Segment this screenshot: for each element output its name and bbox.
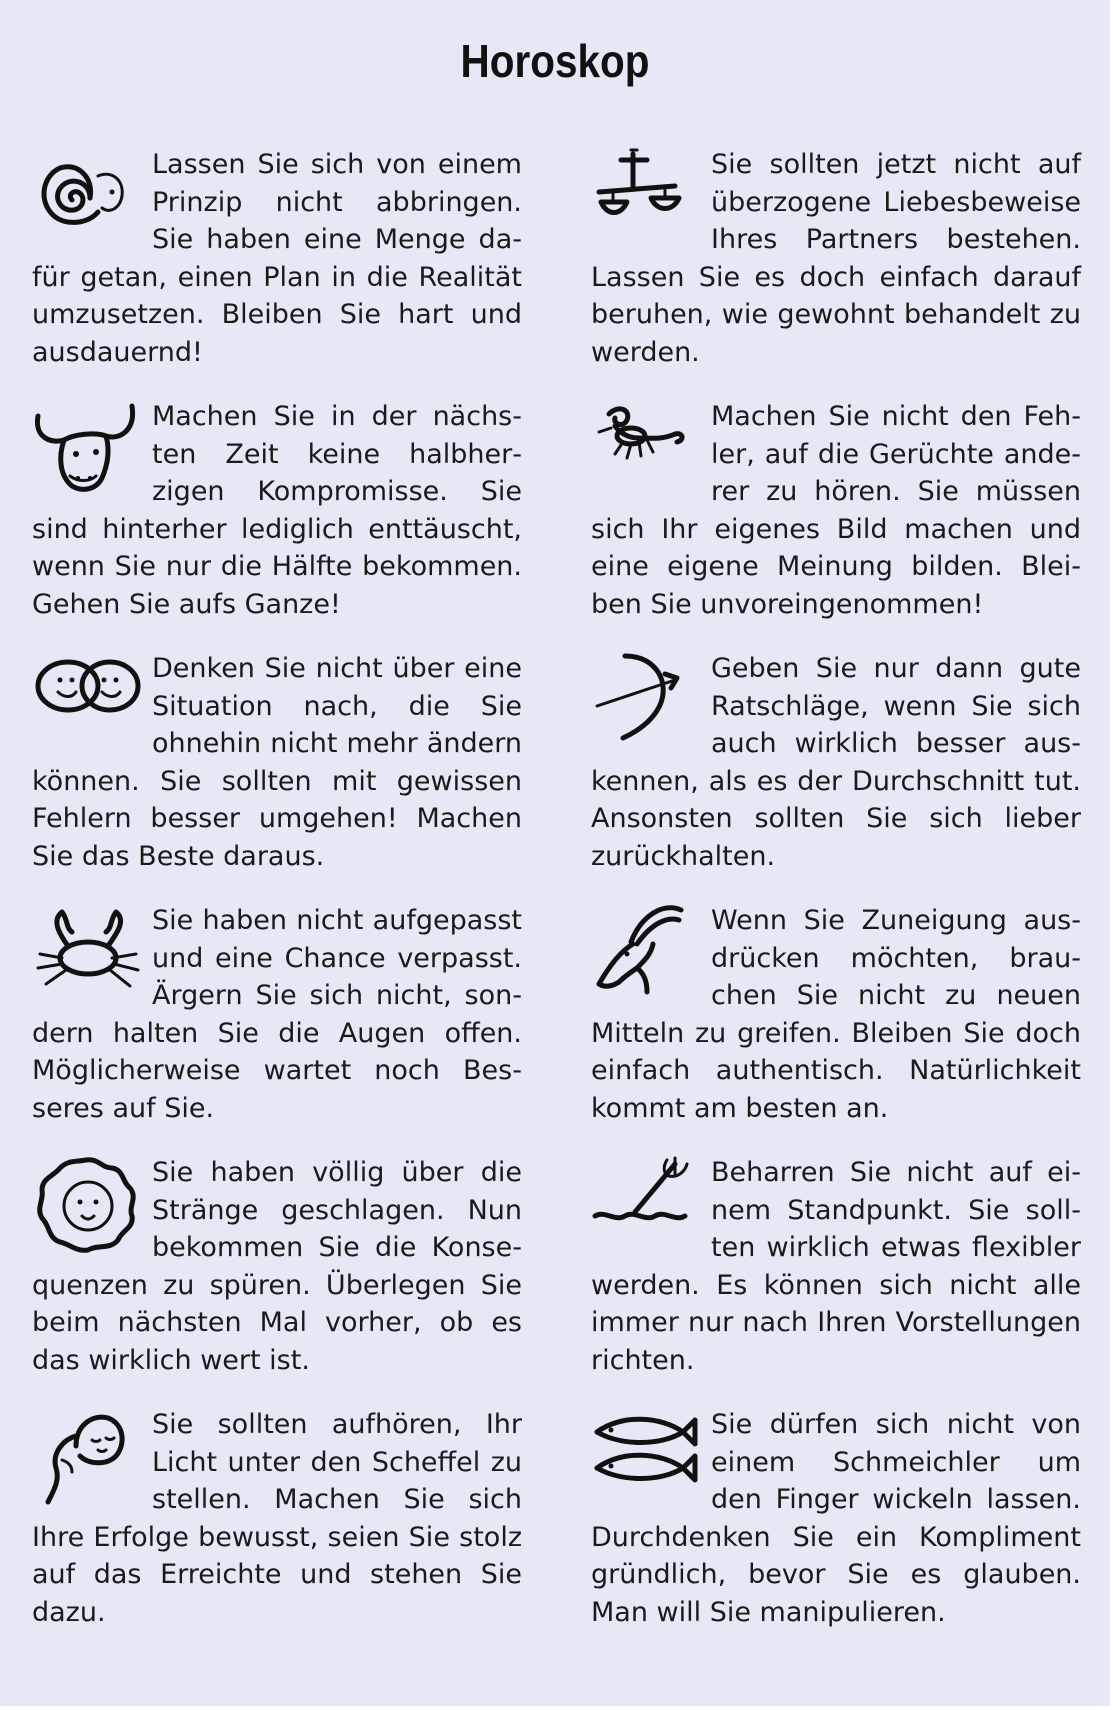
horoscope-entry-aries <box>32 146 522 398</box>
horoscope-text: Lassen Sie sich von einem Prinzip nicht abbringen. Sie haben eine Menge dafür getan, einen Plan in die Realität umzusetzen. Bleiben Sie hart und ausdauernd! <box>32 149 522 368</box>
horoscope-text: Sie haben nicht aufgepasst und eine Chance verpasst. Ärgern Sie sich nicht, sondern halten Sie die Augen offen. Möglicherweise wartet noch Besseres auf Sie. <box>32 905 522 1124</box>
horoscope-entry-pisces <box>591 1406 1081 1658</box>
right-column <box>591 146 1081 1658</box>
horoscope-text: Beharren Sie nicht auf einem Standpunkt. Sie sollten wirklich etwas flexibler werden. Es können sich nicht alle immer nur nach Ihren Vorstellungen richten. <box>591 1157 1081 1376</box>
horoscope-text: Machen Sie nicht den Fehler, auf die Gerüchte anderer zu hören. Sie müssen sich Ihr eigenes Bild machen und eine eigene Meinung bilden. Bleiben Sie unvoreingenommen! <box>591 401 1081 620</box>
horoscope-entry-capricorn <box>591 902 1081 1154</box>
horoscope-text: Sie sollten jetzt nicht auf überzogene Liebesbeweise Ihres Partners bestehen. Lassen Sie es doch einfach darauf beruhen, wie gewohnt behandelt zu werden. <box>591 149 1081 368</box>
left-column <box>32 146 522 1658</box>
horoscope-entry-cancer <box>32 902 522 1154</box>
leo-lion-icon <box>32 1154 142 1254</box>
capricorn-goat-icon <box>591 902 701 1002</box>
horoscope-entry-leo <box>32 1154 522 1406</box>
horoscope-text: Machen Sie in der nächsten Zeit keine halbherzigen Kompromisse. Sie sind hinterher lediglich enttäuscht, wenn Sie nur die Hälfte bekommen. Gehen Sie aufs Ganze! <box>32 401 522 620</box>
taurus-bull-icon <box>32 398 142 498</box>
horoscope-text: Sie sollten aufhören, Ihr Licht unter den Scheffel zu stellen. Machen Sie sich Ihre Erfolge bewusst, seien Sie stolz auf das Erreichte und stehen Sie dazu. <box>32 1409 522 1628</box>
cancer-crab-icon <box>32 902 142 1002</box>
libra-scales-icon <box>591 146 701 246</box>
horoscope-entry-gemini <box>32 650 522 902</box>
gemini-twins-icon <box>32 650 142 750</box>
horoscope-text: Wenn Sie Zuneigung ausdrücken möchten, brauchen Sie nicht zu neuen Mitteln zu greifen. Bleiben Sie doch einfach authentisch. Natürlichkeit kommt am besten an. <box>591 905 1081 1124</box>
pisces-fish-icon <box>591 1406 701 1506</box>
horoscope-entry-aquarius <box>591 1154 1081 1406</box>
horoscope-entry-sagittarius <box>591 650 1081 902</box>
horoscope-text: Geben Sie nur dann gute Ratschläge, wenn Sie sich auch wirklich besser auskennen, als es der Durchschnitt tut. Ansonsten sollten Sie sich lieber zurückhalten. <box>591 653 1081 872</box>
scorpio-scorpion-icon <box>591 398 701 498</box>
horoscope-entry-virgo <box>32 1406 522 1658</box>
horoscope-entry-libra <box>591 146 1081 398</box>
horoscope-entry-taurus <box>32 398 522 650</box>
sagittarius-bow-icon <box>591 650 701 750</box>
aries-ram-icon <box>32 146 142 246</box>
virgo-maiden-icon <box>32 1406 142 1506</box>
aquarius-trident-icon <box>591 1154 701 1254</box>
horoscope-text: Sie haben völlig über die Stränge geschlagen. Nun bekommen Sie die Konsequenzen zu spüren. Überlegen Sie beim nächsten Mal vorher, ob es das wirklich wert ist. <box>32 1157 522 1376</box>
horoscope-entry-scorpio <box>591 398 1081 650</box>
horoscope-text: Denken Sie nicht über eine Situation nach, die Sie ohnehin nicht mehr ändern können. Sie sollten mit gewissen Fehlern besser umgehen! Machen Sie das Beste daraus. <box>32 653 522 872</box>
page-title: Horoskop <box>460 35 650 87</box>
horoscope-text: Sie dürfen sich nicht von einem Schmeichler um den Finger wickeln lassen. Durchdenken Sie ein Kompliment gründlich, bevor Sie es glauben. Man will Sie manipulieren. <box>591 1409 1081 1628</box>
